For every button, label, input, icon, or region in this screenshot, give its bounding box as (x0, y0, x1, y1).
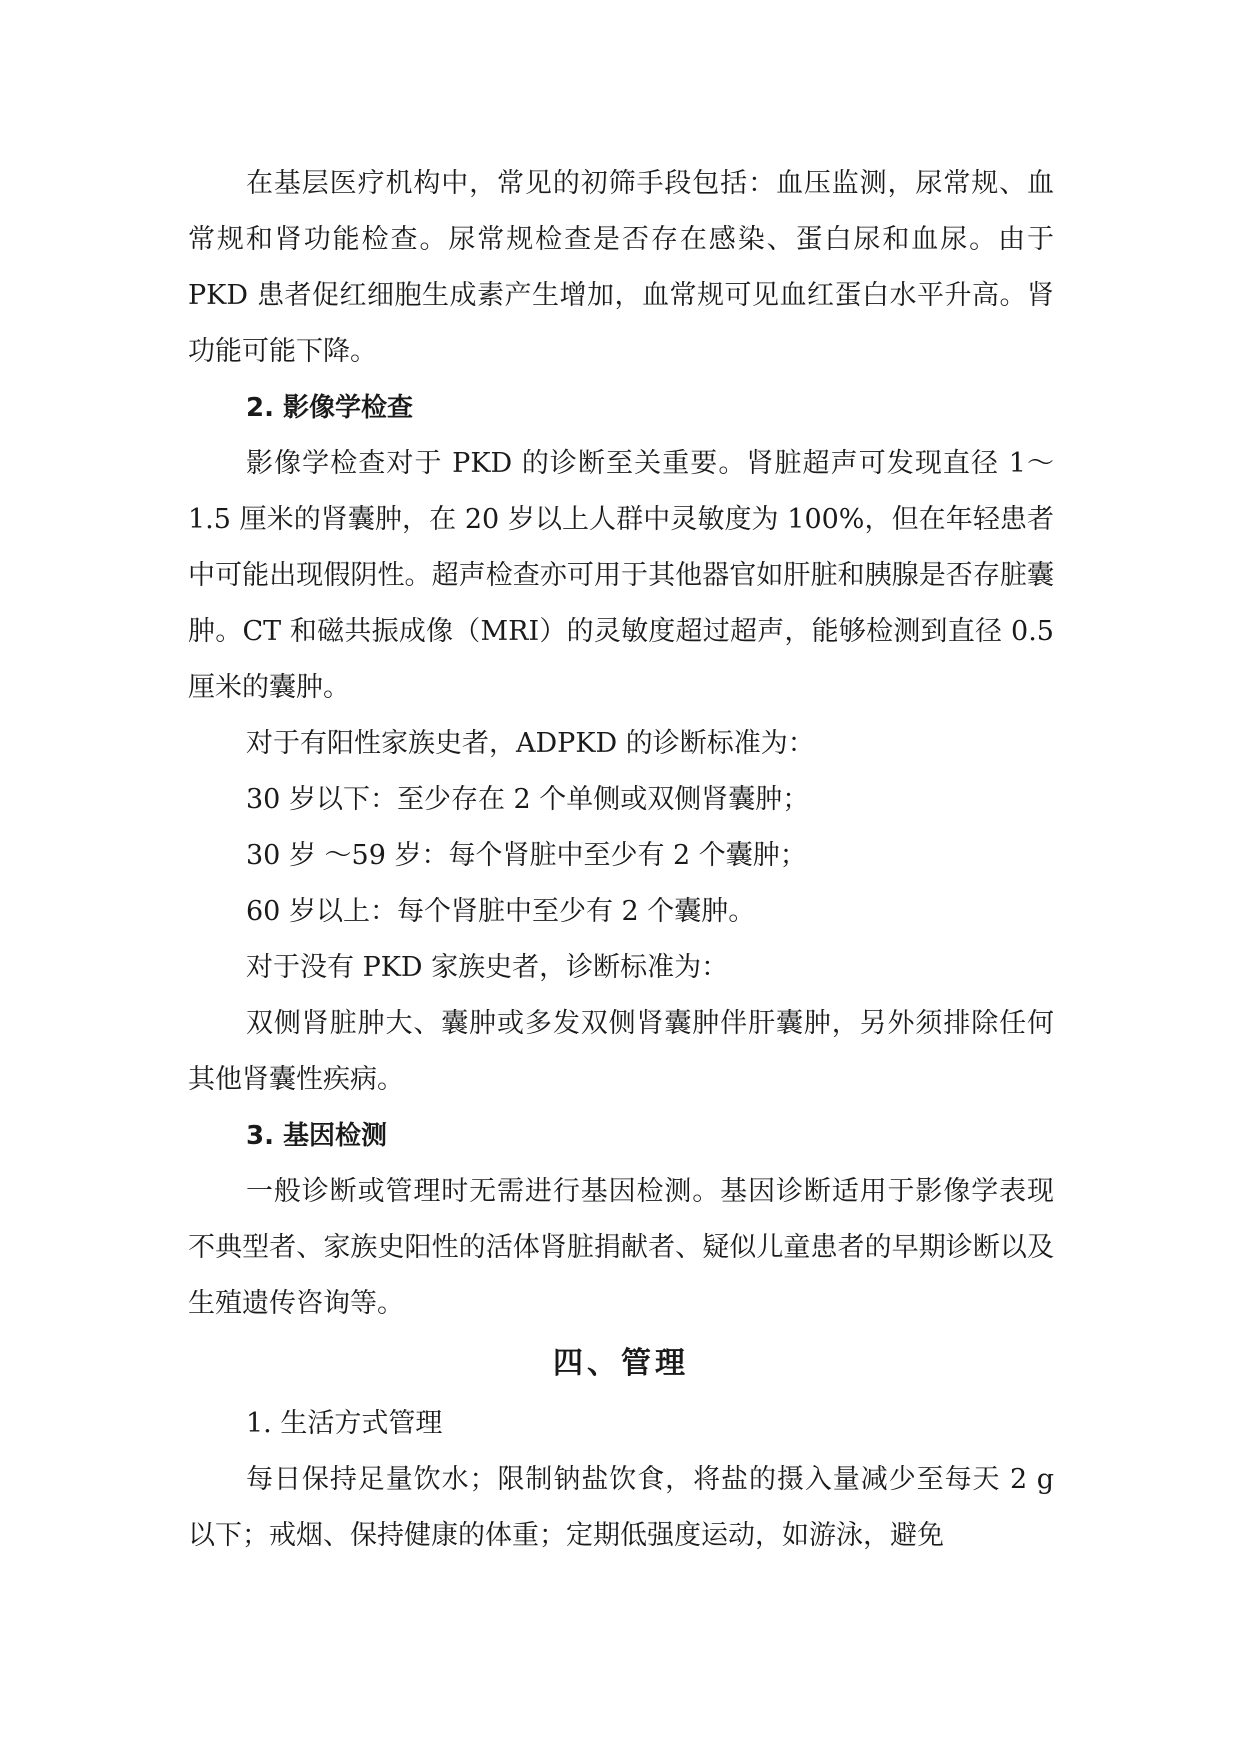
criteria-over-60: 60 岁以上：每个肾脏中至少有 2 个囊肿。 (246, 896, 756, 927)
paragraph-imaging: 影像学检查对于 PKD 的诊断至关重要。肾脏超声可发现直径 1～1.5 厘米的肾囊肿，在 20 岁以上人群中灵敏度为 100%，但在年轻患者中可能出现假阴性。超声检查亦可用于其他器官如肝脏和胰腺是否存脏囊肿。CT 和磁共振成像（MRI）的灵敏度超过超声，能够检测到直径 0.5 厘米的囊肿。 (188, 448, 1054, 703)
heading-genetic-testing: 3. 基因检测 (246, 1121, 388, 1151)
paragraph-no-family-criteria: 双侧肾脏肿大、囊肿或多发双侧肾囊肿伴肝囊肿，另外须排除任何其他肾囊性疾病。 (188, 1008, 1054, 1095)
document-body (188, 156, 1054, 1564)
section-title-management: 四、管理 (553, 1346, 689, 1381)
criteria-30-59: 30 岁 ～59 岁：每个肾脏中至少有 2 个囊肿； (246, 840, 807, 871)
criteria-under-30: 30 岁以下：至少存在 2 个单侧或双侧肾囊肿； (246, 784, 810, 815)
paragraph-family-history-criteria: 对于有阳性家族史者，ADPKD 的诊断标准为： (246, 728, 815, 759)
paragraph-genetic-testing: 一般诊断或管理时无需进行基因检测。基因诊断适用于影像学表现不典型者、家族史阳性的活体肾脏捐献者、疑似儿童患者的早期诊断以及生殖遗传咨询等。 (188, 1176, 1054, 1319)
heading-imaging-exam: 2. 影像学检查 (246, 393, 414, 423)
heading-lifestyle-management: 1. 生活方式管理 (246, 1408, 443, 1439)
paragraph-initial-screening: 在基层医疗机构中，常见的初筛手段包括：血压监测，尿常规、血常规和肾功能检查。尿常规检查是否存在感染、蛋白尿和血尿。由于 PKD 患者促红细胞生成素产生增加，血常规可见血红蛋白水平升高。肾功能可能下降。 (188, 168, 1054, 367)
paragraph-no-family-history: 对于没有 PKD 家族史者，诊断标准为： (246, 952, 729, 983)
paragraph-lifestyle: 每日保持足量饮水；限制钠盐饮食，将盐的摄入量减少至每天 2 g 以下；戒烟、保持健康的体重；定期低强度运动，如游泳，避免 (188, 1464, 1054, 1551)
